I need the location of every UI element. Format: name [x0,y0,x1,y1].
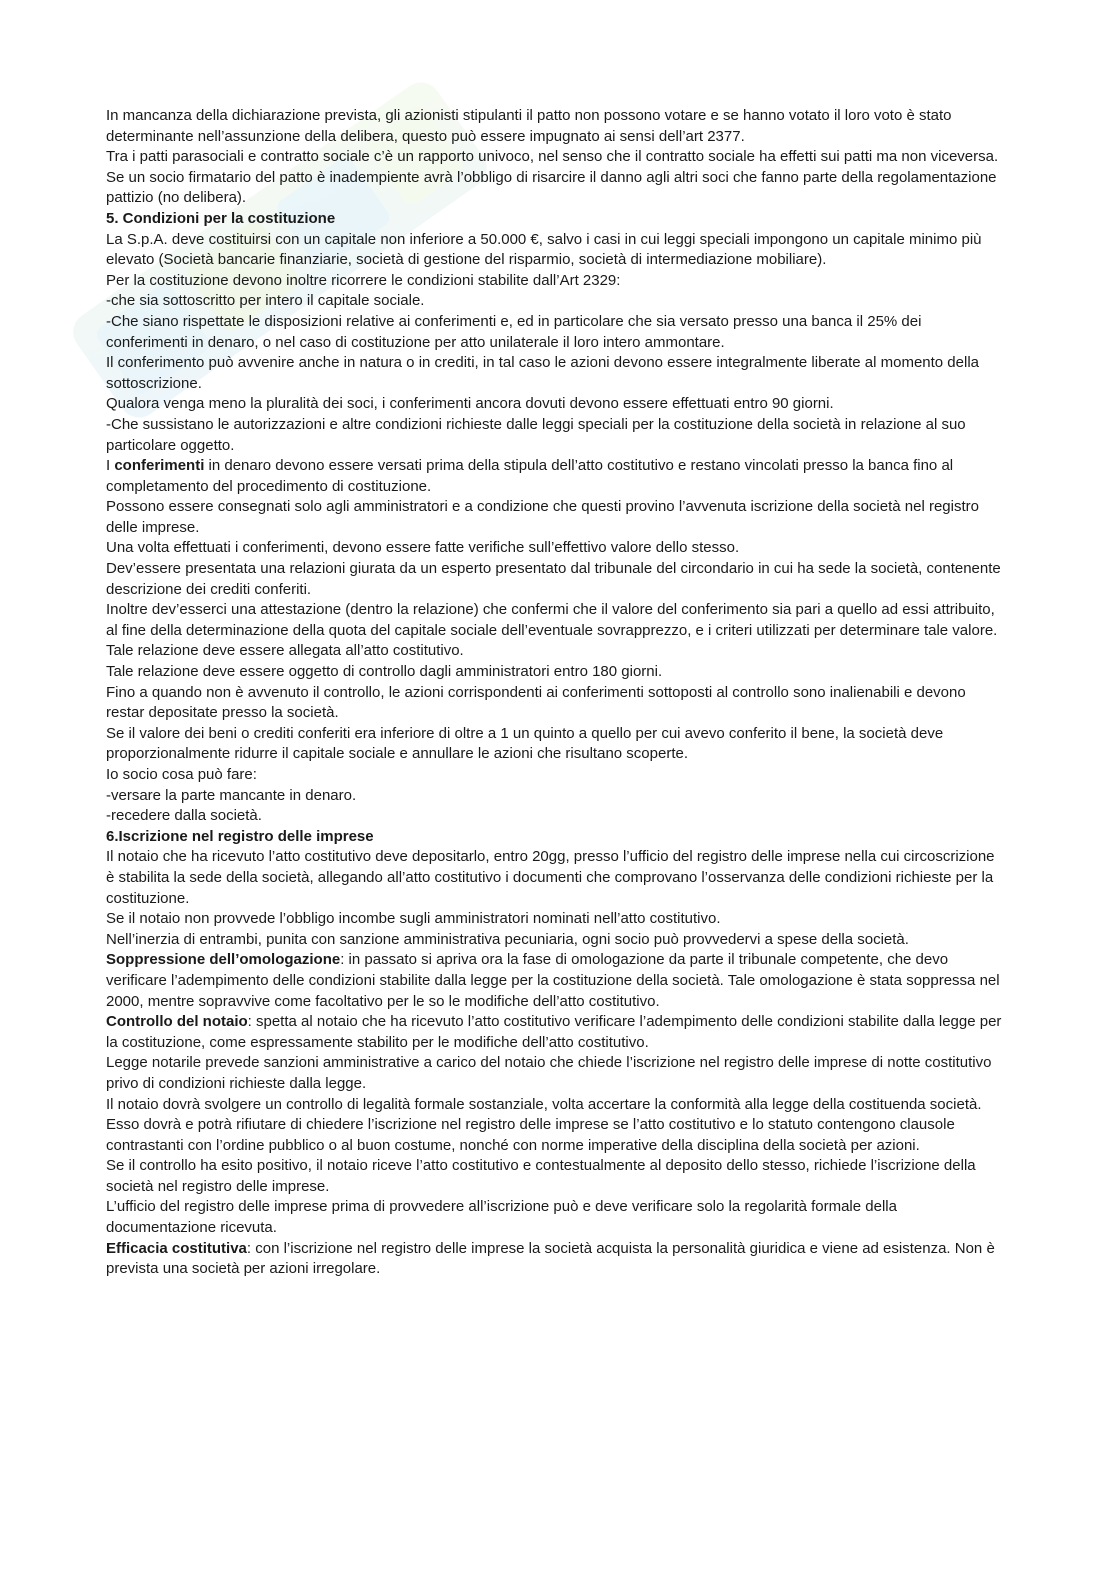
paragraph-text: Se il controllo ha esito positivo, il notaio riceve l’atto costitutivo e contestualmente al deposito dello stesso, richiede l’iscrizione della società nel registro delle imprese. [106,1157,976,1195]
paragraph [106,394,1006,415]
paragraph [106,538,1006,559]
paragraph [106,168,1006,209]
paragraph [106,786,1006,807]
paragraph [106,1095,1006,1157]
paragraph [106,415,1006,456]
paragraph-text: L’ufficio del registro delle imprese prima di provvedere all’iscrizione può e deve verificare solo la regolarità formale della documentazione ricevuta. [106,1198,897,1237]
paragraph [106,600,1006,641]
paragraph-text: in denaro devono essere versati prima della stipula dell’atto costitutivo e restano vincolati presso la banca fino al completamento del procedimento di costituzione. [106,457,954,495]
paragraph [106,683,1006,724]
paragraph-text: Se il valore dei beni o crediti conferiti era inferiore di oltre a 1 un quinto a quello per cui avevo conferito il bene, la società deve proporzionalmente ridurre il capitale sociale e annullare le azioni che risultano scoperte. [106,724,944,763]
paragraph [106,765,1006,786]
paragraph [106,930,1006,951]
paragraph-text: Inoltre dev’esserci una attestazione (dentro la relazione) che confermi che il valore del conferimento sia pari a quello ad essi attribuito, al fine della determinazione della quota del capitale sociale dell’eventuale sovrapprezzo, e i criteri utilizzati per determinare tale valore. [106,601,998,639]
paragraph-text: Il conferimento può avvenire anche in natura o in crediti, in tal caso le azioni devono essere integralmente liberate al momento della sottoscrizione. [106,354,980,392]
paragraph-lead: I [106,457,115,475]
paragraph [106,1012,1006,1053]
paragraph-text: Tra i patti parasociali e contratto sociale c’è un rapporto univoco, nel senso che il contratto sociale ha effetti sui patti ma non viceversa. [106,148,999,166]
paragraph-text: Se un socio firmatario del patto è inadempiente avrà l’obbligo di risarcire il danno agli altri soci che fanno parte della regolamentazione pattizio (no delibera). [106,168,997,207]
paragraph [106,271,1006,292]
section-heading: 5. Condizioni per la costituzione [106,209,336,227]
paragraph-text: Qualora venga meno la pluralità dei soci, i conferimenti ancora dovuti devono essere effettuati entro 90 giorni. [106,395,834,413]
paragraph-text: Se il notaio non provvede l’obbligo incombe sugli amministratori nominati nell’atto costitutivo. [106,910,721,928]
paragraph [106,559,1006,600]
paragraph-text: Dev’essere presentata una relazioni giurata da un esperto presentato dal tribunale del circondario in cui ha sede la società, contenente descrizione dei crediti conferiti. [106,560,1001,598]
paragraph [106,909,1006,930]
bold-term: conferimenti [114,457,205,475]
paragraph [106,353,1006,394]
paragraph [106,724,1006,765]
paragraph-text: Io socio cosa può fare: [106,766,257,783]
paragraph-text: Per la costituzione devono inoltre ricorrere le condizioni stabilite dall’Art 2329: [106,271,621,289]
paragraph [106,291,1006,312]
paragraph-text: Fino a quando non è avvenuto il controllo, le azioni corrispondenti ai conferimenti sottoposti al controllo sono inalienabili e devono restar depositate presso la società. [106,683,966,722]
paragraph [106,147,1006,168]
paragraph [106,1053,1006,1094]
paragraph-text: Possono essere consegnati solo agli amministratori e a condizione che questi provino l’avvenuta iscrizione della società nel registro delle imprese. [106,498,979,536]
paragraph [106,497,1006,538]
bold-term: Controllo del notaio [106,1013,248,1031]
paragraph-text: In mancanza della dichiarazione prevista, gli azionisti stipulanti il patto non possono votare e se hanno votato il loro voto è stato determinante nell’assunzione della delibera, questo può essere impugnato ai sensi dell’art 2377. [106,107,952,145]
paragraph-text: Tale relazione deve essere oggetto di controllo dagli amministratori entro 180 giorni. [106,663,663,681]
paragraph-text: -Che siano rispettate le disposizioni relative ai conferimenti e, ed in particolare che sia versato presso una banca il 25% dei conferimenti in denaro, o nel caso di costituzione per atto unilaterale il loro intero ammontare. [106,312,922,351]
paragraph-text: Il notaio dovrà svolgere un controllo di legalità formale sostanziale, volta accertare la conformità alla legge della costituenda società. Esso dovrà e potrà rifiutare di chiedere l’iscrizione nel registro delle imprese se l’atto costitutivo e lo statuto contengono clausole contrastanti con l’ordine pubblico o al buon costume, nonché con norme imperative della disciplina della società per azioni. [106,1095,982,1154]
bold-term: Soppressione dell’omologazione [106,951,341,969]
document-body [106,106,1006,1280]
paragraph [106,641,1006,662]
bold-term: Efficacia costitutiva [106,1239,247,1257]
paragraph-text: -che sia sottoscritto per intero il capitale sociale. [106,292,425,310]
paragraph-text: Legge notarile prevede sanzioni amministrative a carico del notaio che chiede l’iscrizione nel registro delle imprese di notte costitutivo privo di condizioni richieste dalla legge. [106,1054,992,1092]
paragraph-text: Nell’inerzia di entrambi, punita con sanzione amministrativa pecuniaria, ogni socio può provvedervi a spese della società. [106,930,909,948]
paragraph-text: Una volta effettuati i conferimenti, devono essere fatte verifiche sull’effettivo valore dello stesso. [106,539,740,557]
paragraph [106,1197,1006,1238]
paragraph-text: Il notaio che ha ricevuto l’atto costitutivo deve depositarlo, entro 20gg, presso l’ufficio del registro delle imprese nella cui circoscrizione è stabilita la sede della società, allegando all’atto costitutivo i documenti che comprovano l’osservanza delle condizioni richieste per la costituzione. [106,848,995,907]
paragraph-text: La S.p.A. deve costituirsi con un capitale non inferiore a 50.000 €, salvo i casi in cui leggi speciali impongono un capitale minimo più elevato (Società bancarie finanziarie, società di gestione del risparmio, società di intermediazione mobiliare). [106,230,982,269]
paragraph [106,456,1006,497]
paragraph [106,1239,1006,1280]
section-heading: 6.Iscrizione nel registro delle imprese [106,827,374,845]
paragraph-text: -recedere dalla società. [106,807,262,825]
paragraph [106,106,1006,147]
paragraph [106,950,1006,1012]
paragraph-text: -versare la parte mancante in denaro. [106,786,357,804]
paragraph [106,1156,1006,1197]
paragraph [106,230,1006,271]
paragraph [106,806,1006,827]
paragraph-text: : in passato si apriva ora la fase di omologazione da parte il tribunale competente, che devo verificare l’adempimento delle condizioni stabilite dalla legge per la costituzione della società. Tale omologazione è stata soppressa nel 2000, mentre sopravvive come facoltativo per le so le modifiche dell’atto costitutivo. [106,951,1000,1010]
paragraph-text: : con l’iscrizione nel registro delle imprese la società acquista la personalità giuridica e viene ad esistenza. Non è prevista una società per azioni irregolare. [106,1239,995,1278]
paragraph-text: -Che sussistano le autorizzazioni e altre condizioni richieste dalle leggi speciali per la costituzione della società in relazione al suo particolare oggetto. [106,415,966,454]
paragraph [106,847,1006,909]
paragraph-text: Tale relazione deve essere allegata all’atto costitutivo. [106,642,464,660]
paragraph [106,312,1006,353]
paragraph [106,662,1006,683]
paragraph-text: : spetta al notaio che ha ricevuto l’atto costitutivo verificare l’adempimento delle condizioni stabilite dalla legge per la costituzione, come espressamente stabilito per le modifiche dell’atto costitutivo. [106,1013,1002,1051]
